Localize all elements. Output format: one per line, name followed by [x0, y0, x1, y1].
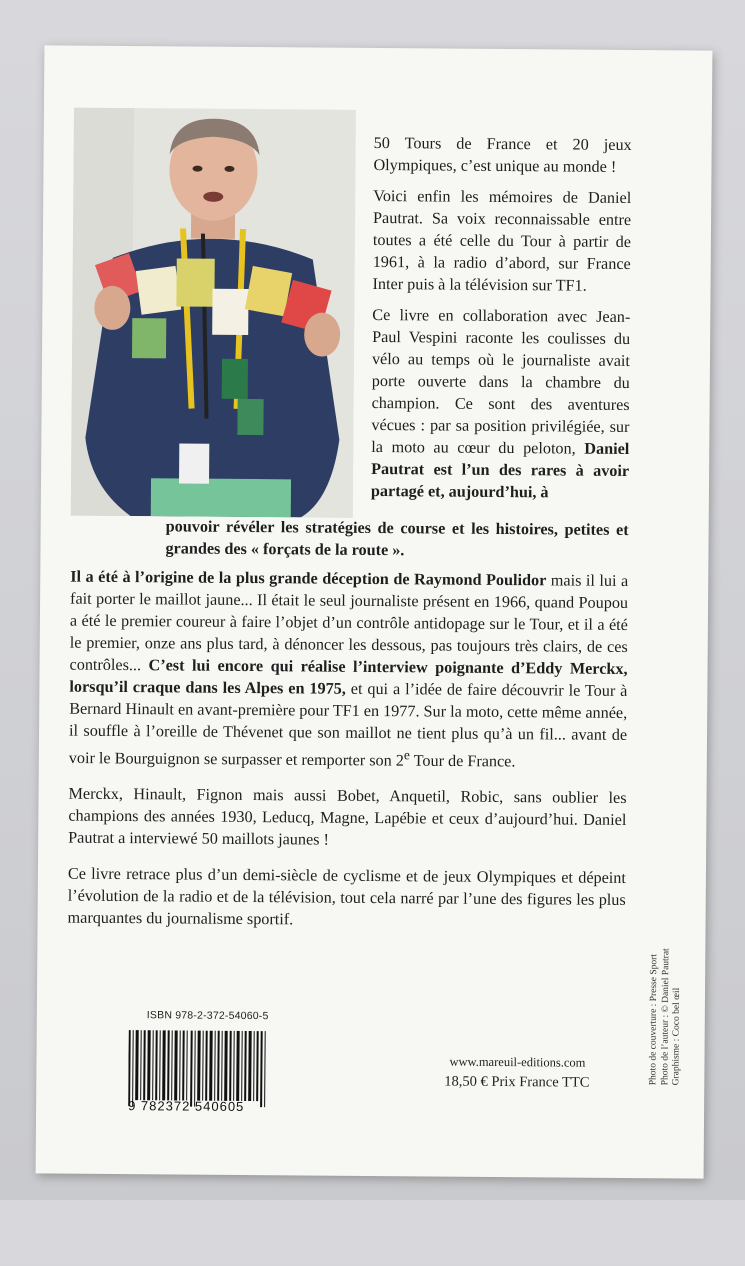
superscript-e: e [403, 747, 411, 763]
paragraph-champions: Merckx, Hinault, Fignon mais aussi Bobet, Anquetil, Robic, sans oublier les champions des années 1930, Leducq, Magne, Lapébie et ceux d’aujourd’hui. Daniel Pautrat a interviewé 50 maillots jaunes ! [68, 784, 627, 850]
isbn-label: ISBN 978-2-372-54060-5 [146, 1009, 269, 1023]
barcode-digits: 9 782372 540605 [128, 1098, 245, 1114]
tour-de-france-end: Tour de France. [409, 751, 516, 771]
credits-block [647, 948, 698, 1265]
collaboration-bold-continued: pouvoir révéler les stratégies de course et les histoires, petites et grandes des « forçats de la route ». [165, 517, 629, 560]
poulidor-normal: mais il lui a fait porter le maillot jaune... Il était le seul journaliste présent en 1966, quand Poupou a été le premier coureur à faire l’objet d’un contrôle antidopage sur le Tour, et il a été le premier, onze ans plus tard, à dénoncer les dessous, pas toujours très clairs, de ces contrôles... [69, 571, 629, 675]
merckx-bold: C’est lui encore qui réalise l’interview poignante d’Eddy Merckx, lorsqu’il craque dans les Alpes en 1975, [69, 656, 628, 698]
book-back-cover [36, 45, 713, 1178]
paragraph-summary: Ce livre retrace plus d’un demi-siècle de cyclisme et de jeux Olympiques et dépeint l’évolution de la radio et de la télévision, tout cela narré par l’une des figures les plus marquantes du journalisme sportif. [67, 864, 626, 929]
author-photo [71, 108, 356, 518]
credit-graphics: Graphisme : Coco bel œil [671, 987, 683, 1086]
paragraph-intro: 50 Tours de France et 20 jeux Olympiques, c’est unique au monde ! [373, 133, 632, 176]
paragraph-collaboration-continued [165, 515, 628, 563]
credit-author-photo: Photo de l’auteur : © Daniel Pautrat [659, 948, 671, 1086]
paragraph-poulidor [69, 566, 629, 774]
text-column-main [67, 566, 628, 943]
credit-cover-photo: Photo de couverture : Presse Sport [648, 954, 660, 1086]
paragraph-memoirs: Voici enfin les mémoires de Daniel Pautrat. Sa voix reconnaissable entre toutes a été celle du Tour à partir de 1961, à la radio d’abord, sur France Inter puis à la télévision sur TF1. [372, 186, 632, 295]
author-photo-illustration [71, 108, 356, 518]
collaboration-normal: Ce livre en collaboration avec Jean-Paul Vespini raconte les coulisses du vélo au temps où le journaliste avait porte ouverte dans la chambre du champion. Ce sont des aventures vécues : par sa position privilégiée, sur la moto au cœur du peloton, [371, 305, 631, 458]
paragraph-collaboration [371, 304, 631, 504]
publisher-website: www.mareuil-editions.com [449, 1054, 586, 1070]
text-column-right [371, 132, 632, 513]
hinault-normal: et qui a l’idée de faire découvrir le Tour à Bernard Hinault en avant-première pour TF1 en 1977. Sur la moto, cette même année, il souffle à l’oreille de Thévenet que son maillot ne tient plus qu’à un fil... avant de voir le Bourguignon se surpasser et remporter son 2 [68, 679, 628, 770]
collaboration-bold: Daniel Pautrat est l’un des rares à avoir partagé et, aujourd’hui, à [370, 439, 630, 502]
price-label: 18,50 € Prix France TTC [444, 1073, 590, 1091]
poulidor-bold: Il a été à l’origine de la plus grande déception de Raymond Poulidor [70, 567, 547, 590]
